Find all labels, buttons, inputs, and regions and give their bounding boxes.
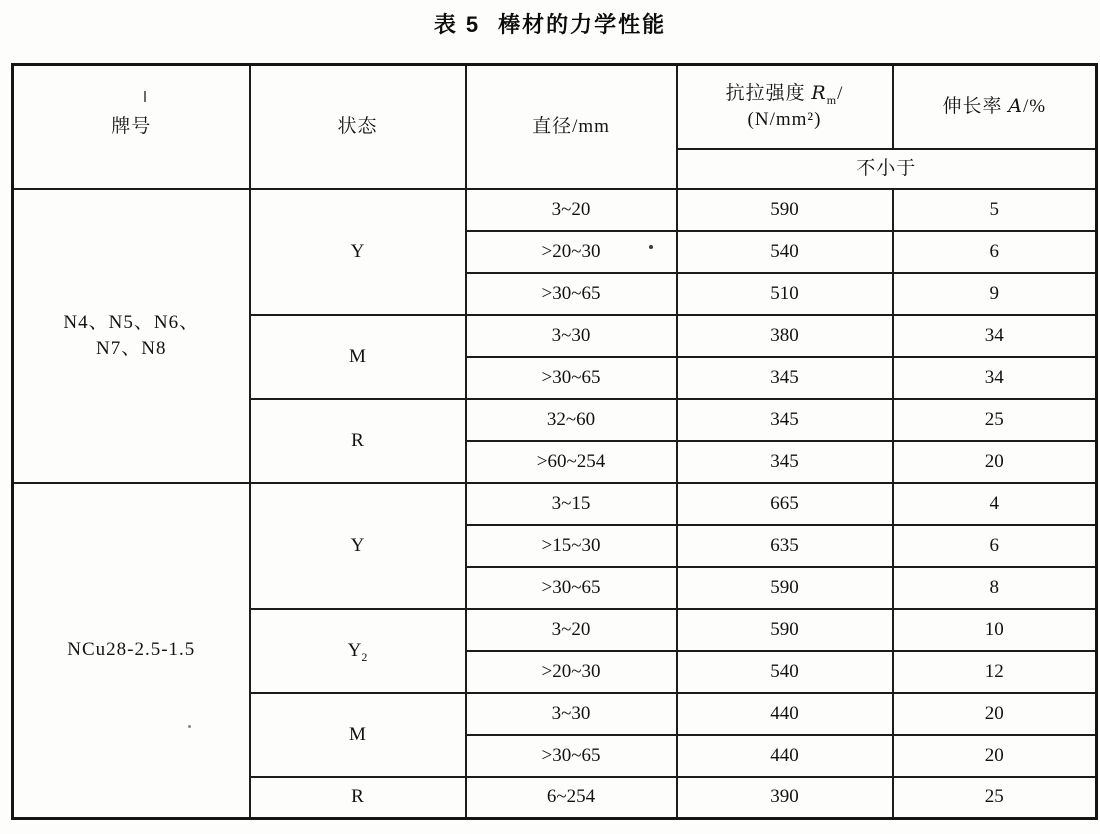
table-title — [0, 8, 1100, 39]
diameter-cell: >20~30 — [466, 651, 677, 693]
header-elongation — [893, 65, 1097, 149]
header-tensile — [677, 65, 893, 149]
tensile-cell: 510 — [677, 273, 893, 315]
tensile-cell: 665 — [677, 483, 893, 525]
diameter-cell: 3~30 — [466, 693, 677, 735]
tensile-cell: 590 — [677, 189, 893, 231]
elongation-cell: 9 — [893, 273, 1097, 315]
grade-line: N4、N5、N6、 — [63, 311, 200, 333]
diameter-cell: 3~30 — [466, 315, 677, 357]
scan-artifact-dot — [188, 725, 191, 728]
elongation-cell: 20 — [893, 441, 1097, 483]
scan-artifact-dot — [649, 245, 653, 249]
state-cell: Y — [250, 189, 466, 315]
header-state: 状态 — [250, 65, 466, 189]
table-row — [13, 483, 1097, 525]
tensile-unit: (N/mm²) — [747, 108, 822, 130]
tensile-slash: / — [837, 83, 844, 105]
diameter-cell: 3~20 — [466, 189, 677, 231]
elongation-cell: 34 — [893, 357, 1097, 399]
table-title-text: 棒材的力学性能 — [498, 12, 667, 37]
header-elongation-text: 伸长率 — [942, 95, 1009, 117]
header-tensile-text: 抗拉强度 — [725, 83, 812, 105]
tensile-cell: 540 — [677, 651, 893, 693]
diameter-cell: 3~20 — [466, 609, 677, 651]
state-cell: Y — [250, 483, 466, 609]
elongation-cell: 6 — [893, 231, 1097, 273]
diameter-cell: >60~254 — [466, 441, 677, 483]
tensile-cell: 345 — [677, 441, 893, 483]
tensile-cell: 635 — [677, 525, 893, 567]
mechanical-properties-table — [11, 63, 1098, 820]
state-label: Y — [347, 639, 362, 661]
state-subscript: 2 — [361, 649, 368, 664]
elongation-cell: 20 — [893, 735, 1097, 777]
table-row — [13, 189, 1097, 231]
elongation-cell: 5 — [893, 189, 1097, 231]
elongation-cell: 8 — [893, 567, 1097, 609]
diameter-cell: >30~65 — [466, 357, 677, 399]
tensile-cell: 590 — [677, 567, 893, 609]
header-grade: 牌号 — [13, 65, 250, 189]
diameter-cell: 6~254 — [466, 777, 677, 819]
diameter-cell: >15~30 — [466, 525, 677, 567]
scan-artifact-tick — [144, 91, 146, 102]
tensile-cell: 590 — [677, 609, 893, 651]
tensile-symbol: R — [811, 82, 827, 105]
elongation-cell: 10 — [893, 609, 1097, 651]
elongation-cell: 12 — [893, 651, 1097, 693]
elongation-suffix: /% — [1022, 95, 1047, 117]
state-cell: R — [250, 777, 466, 819]
tensile-cell: 345 — [677, 357, 893, 399]
state-cell: M — [250, 315, 466, 399]
header-diameter: 直径/mm — [466, 65, 677, 189]
elongation-cell: 34 — [893, 315, 1097, 357]
grade-cell: NCu28-2.5-1.5 — [13, 483, 250, 819]
header-not-less-than: 不小于 — [677, 149, 1097, 189]
elongation-cell: 25 — [893, 399, 1097, 441]
state-cell: M — [250, 693, 466, 777]
diameter-cell: 3~15 — [466, 483, 677, 525]
diameter-cell: >30~65 — [466, 735, 677, 777]
tensile-cell: 345 — [677, 399, 893, 441]
tensile-cell: 380 — [677, 315, 893, 357]
state-cell: R — [250, 399, 466, 483]
diameter-cell: >30~65 — [466, 273, 677, 315]
tensile-cell: 540 — [677, 231, 893, 273]
header-row-1 — [13, 65, 1097, 149]
diameter-cell: >20~30 — [466, 231, 677, 273]
state-cell — [250, 609, 466, 693]
grade-cell — [13, 189, 250, 483]
elongation-symbol: A — [1008, 94, 1023, 117]
grade-line: N7、N8 — [96, 337, 167, 359]
tensile-cell: 440 — [677, 693, 893, 735]
tensile-cell: 440 — [677, 735, 893, 777]
tensile-subscript: m — [826, 92, 838, 107]
elongation-cell: 4 — [893, 483, 1097, 525]
elongation-cell: 25 — [893, 777, 1097, 819]
elongation-cell: 20 — [893, 693, 1097, 735]
diameter-cell: 32~60 — [466, 399, 677, 441]
table-number: 表 5 — [433, 12, 481, 37]
tensile-cell: 390 — [677, 777, 893, 819]
diameter-cell: >30~65 — [466, 567, 677, 609]
elongation-cell: 6 — [893, 525, 1097, 567]
